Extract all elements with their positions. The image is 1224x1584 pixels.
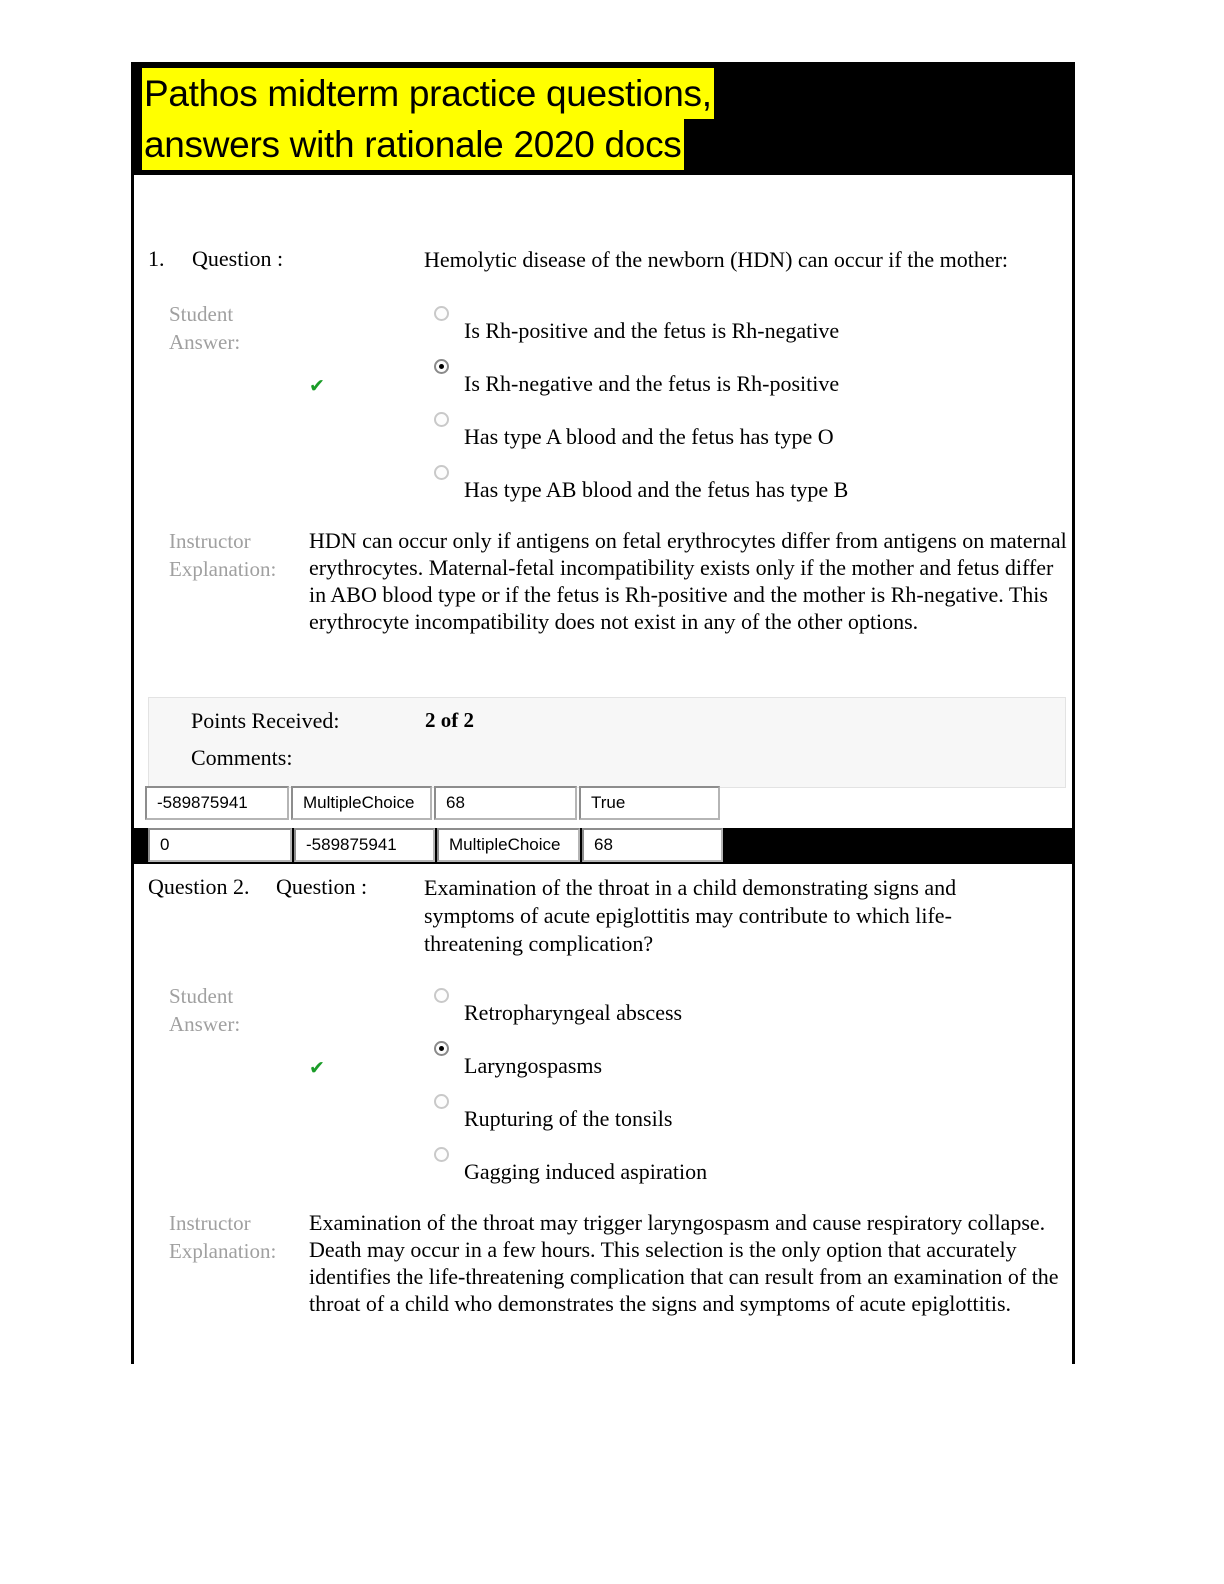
question-2-label: Question : <box>276 874 368 899</box>
radio-button-icon[interactable] <box>434 465 449 480</box>
table-cell: 68 <box>582 828 723 862</box>
question-1-options <box>309 300 1074 512</box>
points-received-row <box>149 708 1065 745</box>
radio-button-icon[interactable] <box>434 1147 449 1162</box>
question-2-options <box>309 982 1074 1194</box>
option-row[interactable] <box>424 459 1074 512</box>
option-label: Is Rh-positive and the fetus is Rh-negative <box>464 318 840 343</box>
question-1-instructor-label-line2: Explanation: <box>169 557 277 581</box>
option-row[interactable] <box>424 1141 1074 1194</box>
option-label: Rupturing of the tonsils <box>464 1106 673 1131</box>
question-1-instructor-explanation: HDN can occur only if antigens on fetal erythrocytes differ from antigens on maternal erythrocytes. Maternal-fetal incompatibility exists only if the mother and fetus differ in ABO blood type or if the fetus is Rh-positive and the mother is Rh-negative. This erythrocyte incompatibility does not exist in any of the other options. <box>309 528 1067 634</box>
table-cell: MultipleChoice <box>437 828 580 862</box>
correct-answer-check-icon: ✔ <box>309 375 325 397</box>
question-1-head <box>134 246 1072 276</box>
question-2-number: Question 2. <box>148 874 250 899</box>
radio-button-icon[interactable] <box>434 1094 449 1109</box>
question-1-text: Hemolytic disease of the newborn (HDN) can occur if the mother: <box>424 247 1009 272</box>
page-border-left <box>131 172 134 1364</box>
question-2-instructor-explanation: Examination of the throat may trigger laryngospasm and cause respiratory collapse. Death may occur in a few hours. This selection is the only option that accurately identifies the life-threatening complication that can result from an examination of the throat of a child who demonstrates the signs and symptoms of acute epiglottitis. <box>309 1210 1059 1316</box>
question-2-head <box>134 874 1072 956</box>
table-cell: -589875941 <box>145 786 289 820</box>
comments-row <box>149 745 1065 775</box>
page-title-line-1: Pathos midterm practice questions, <box>142 68 714 119</box>
table-cell: True <box>579 786 720 820</box>
points-received-value: 2 of 2 <box>425 708 474 732</box>
option-row[interactable] <box>424 300 1074 353</box>
question-2-text: Examination of the throat in a child demonstrating signs and symptoms of acute epiglottitis may contribute to which life-threatening complication? <box>424 875 957 956</box>
question-2-student-answer-label-line1: Student <box>169 984 234 1008</box>
radio-button-icon[interactable] <box>434 306 449 321</box>
option-label: Retropharyngeal abscess <box>464 1000 683 1025</box>
option-row[interactable] <box>424 1088 1074 1141</box>
table-cell: 68 <box>434 786 577 820</box>
option-row[interactable] <box>309 1035 1074 1088</box>
question-2-student-answer-label-line2: Answer: <box>169 1012 241 1036</box>
page-title <box>142 68 902 170</box>
points-received-label: Points Received: <box>191 708 340 733</box>
correct-answer-check-icon: ✔ <box>309 1057 325 1079</box>
radio-button-icon[interactable] <box>434 359 449 374</box>
table-cell: MultipleChoice <box>291 786 432 820</box>
radio-button-icon[interactable] <box>434 1041 449 1056</box>
question-1-points-box <box>148 697 1066 788</box>
data-table-row-2 <box>148 828 725 862</box>
question-2-header <box>134 874 1072 956</box>
question-2-instructor-label-line2: Explanation: <box>169 1239 277 1263</box>
question-1-instructor-label-line1: Instructor <box>169 529 251 553</box>
table-cell: 0 <box>148 828 292 862</box>
option-label: Laryngospasms <box>464 1053 603 1078</box>
option-row[interactable] <box>424 982 1074 1035</box>
option-row[interactable] <box>309 353 1074 406</box>
option-label: Has type AB blood and the fetus has type B <box>464 477 849 502</box>
question-1-number: 1. <box>148 246 165 271</box>
comments-label: Comments: <box>191 745 293 770</box>
table-cell: -589875941 <box>294 828 435 862</box>
option-row[interactable] <box>424 406 1074 459</box>
option-label: Has type A blood and the fetus has type O <box>464 424 834 449</box>
question-1-student-answer-label-line2: Answer: <box>169 330 241 354</box>
data-table-row-1 <box>145 786 722 820</box>
radio-button-icon[interactable] <box>434 412 449 427</box>
option-label: Gagging induced aspiration <box>464 1159 708 1184</box>
radio-button-icon[interactable] <box>434 988 449 1003</box>
question-1-header <box>134 246 1072 276</box>
option-label: Is Rh-negative and the fetus is Rh-positive <box>464 371 840 396</box>
question-1-student-answer-label-line1: Student <box>169 302 234 326</box>
banner-left-bar <box>131 62 140 175</box>
page-title-line-2: answers with rationale 2020 docs <box>142 119 684 170</box>
question-1-label: Question : <box>192 246 284 271</box>
question-2-instructor-label-line1: Instructor <box>169 1211 251 1235</box>
